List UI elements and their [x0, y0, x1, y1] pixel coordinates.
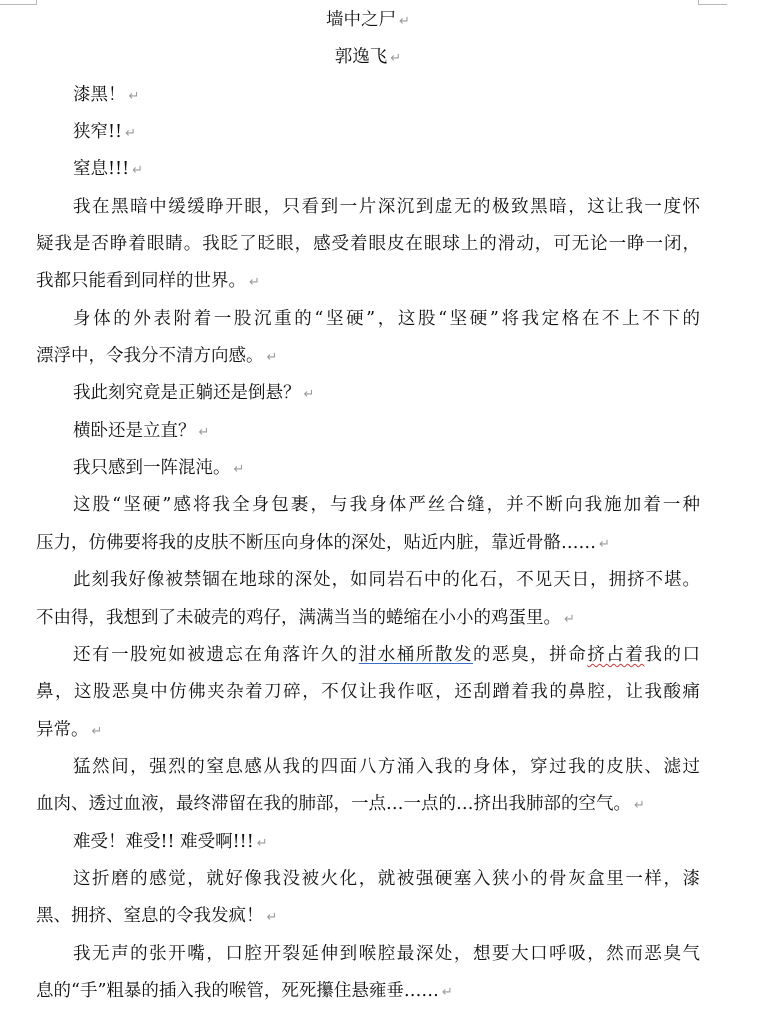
line-text: 这折磨的感觉，就好像我没被火化，就被强硬塞入狭小的骨灰盒里一样，漆 — [73, 868, 700, 889]
document-text-line — [36, 77, 700, 114]
paragraph-mark-icon: ↵ — [198, 424, 210, 440]
paragraph-mark-icon: ↵ — [256, 835, 268, 851]
proofing-underline: 挤占着 — [587, 644, 645, 665]
document-text-line — [36, 600, 700, 637]
document-text-line — [36, 562, 700, 599]
paragraph-mark-icon: ↵ — [599, 536, 610, 552]
document-title: 墙中之尸 — [326, 10, 397, 30]
document-text-line — [36, 674, 700, 711]
document-text-line — [36, 338, 700, 375]
document-text-line — [36, 263, 700, 300]
document-text-line — [36, 861, 700, 898]
line-text: 鼻，这股恶臭中仿佛夹杂着刀碎，不仅让我作呕，还刮蹭着我的鼻腔，让我酸痛 — [36, 682, 700, 703]
line-text: 猛然间，强烈的窒息感从我的四面八方涌入我的身体，穿过我的皮肤、滤过 — [73, 756, 700, 777]
line-text: 异常。 — [36, 719, 89, 740]
line-text: 身体的外表附着一股沉重的“坚硬”，这股“坚硬”将我定格在不上不下的 — [73, 308, 700, 329]
paragraph-mark-icon: ↵ — [249, 275, 260, 291]
document-text-line — [36, 151, 700, 188]
document-text-line — [36, 786, 700, 823]
line-text: 我都只能看到同样的世界。 — [36, 271, 246, 292]
document-text-line — [36, 301, 700, 338]
paragraph-mark-icon: ↵ — [634, 798, 645, 814]
document-text-line — [36, 487, 700, 524]
paragraph-mark-icon: ↵ — [266, 350, 278, 366]
document-text-line — [36, 226, 700, 263]
line-text: 息的“手”粗暴的插入我的喉管，死死攥住悬雍垂…… — [36, 980, 439, 1001]
line-text: 不由得，我想到了未破壳的鸡仔，满满当当的蜷缩在小小的鸡蛋里。 — [36, 607, 561, 628]
paragraph-mark-icon: ↵ — [399, 14, 410, 29]
line-text: 疑我是否睁着眼睛。我眨了眨眼，感受着眼皮在眼球上的滑动，可无论一睁一闭， — [36, 234, 700, 255]
document-text-line — [36, 375, 700, 412]
document-text-line — [36, 824, 700, 861]
paragraph-mark-icon: ↵ — [390, 51, 402, 67]
paragraph-mark-icon: ↵ — [125, 126, 136, 142]
document-title-line — [36, 2, 700, 39]
document-text-line — [36, 712, 700, 749]
document-text-line — [36, 936, 700, 973]
line-text: 横卧还是立直？ — [73, 420, 196, 441]
proofing-underline: 泔水桶所散发 — [358, 644, 473, 665]
paragraph-mark-icon: ↵ — [128, 88, 140, 104]
line-text: 我在黑暗中缓缓睁开眼，只看到一片深沉到虚无的极致黑暗，这让我一度怀 — [73, 196, 700, 217]
line-text: 窒息!!! — [73, 159, 130, 180]
document-text-line — [36, 525, 700, 562]
document-text-line — [36, 413, 700, 450]
line-text: 还有一股宛如被遗忘在角落许久的泔水桶所散发的恶臭，拼命挤占着我的口 — [73, 644, 700, 665]
document-author: 郭逸飞 — [334, 47, 388, 68]
document-text-line — [36, 637, 700, 674]
line-text: 压力，仿佛要将我的皮肤不断压向身体的深处，贴近内脏，靠近骨骼…… — [36, 532, 596, 553]
paragraph-mark-icon: ↵ — [91, 723, 103, 739]
line-text: 漆黑！ — [73, 84, 126, 105]
line-text: 血肉、透过血液，最终滞留在我的肺部，一点…一点的…挤出我肺部的空气。 — [36, 794, 631, 815]
document-text-line — [36, 898, 700, 935]
document-text-line — [36, 749, 700, 786]
line-text: 难受！难受!! 难受啊!!! — [73, 831, 254, 852]
document-text-line — [36, 973, 700, 1010]
line-text: 这股“坚硬”感将我全身包裹，与我身体严丝合缝，并不断向我施加着一种 — [73, 495, 700, 516]
paragraph-mark-icon: ↵ — [441, 984, 453, 1000]
line-text: 漂浮中，令我分不清方向感。 — [36, 346, 264, 367]
line-text: 狭窄!! — [73, 122, 123, 143]
line-text: 我无声的张开嘴，口腔开裂延伸到喉腔最深处，想要大口呼吸，然而恶臭气 — [73, 943, 700, 964]
line-text: 此刻我好像被禁锢在地球的深处，如同岩石中的化石，不见天日，拥挤不堪。 — [73, 570, 700, 591]
paragraph-mark-icon: ↵ — [233, 462, 245, 478]
document-body — [36, 77, 700, 1011]
paragraph-mark-icon: ↵ — [132, 163, 144, 179]
line-text: 我只感到一阵混沌。 — [73, 458, 231, 479]
document-page — [36, 0, 700, 1010]
line-text: 黑、拥挤、窒息的令我发疯！ — [36, 906, 264, 927]
document-author-line — [36, 39, 700, 76]
paragraph-mark-icon: ↵ — [266, 910, 278, 926]
page-corner-mark-right — [698, 0, 727, 5]
paragraph-mark-icon: ↵ — [564, 611, 575, 627]
page-corner-mark-left — [0, 0, 37, 5]
document-text-line — [36, 189, 700, 226]
line-text: 我此刻究竟是正躺还是倒悬？ — [73, 383, 301, 404]
document-text-line — [36, 450, 700, 487]
paragraph-mark-icon: ↵ — [303, 387, 315, 403]
document-text-line — [36, 114, 700, 151]
